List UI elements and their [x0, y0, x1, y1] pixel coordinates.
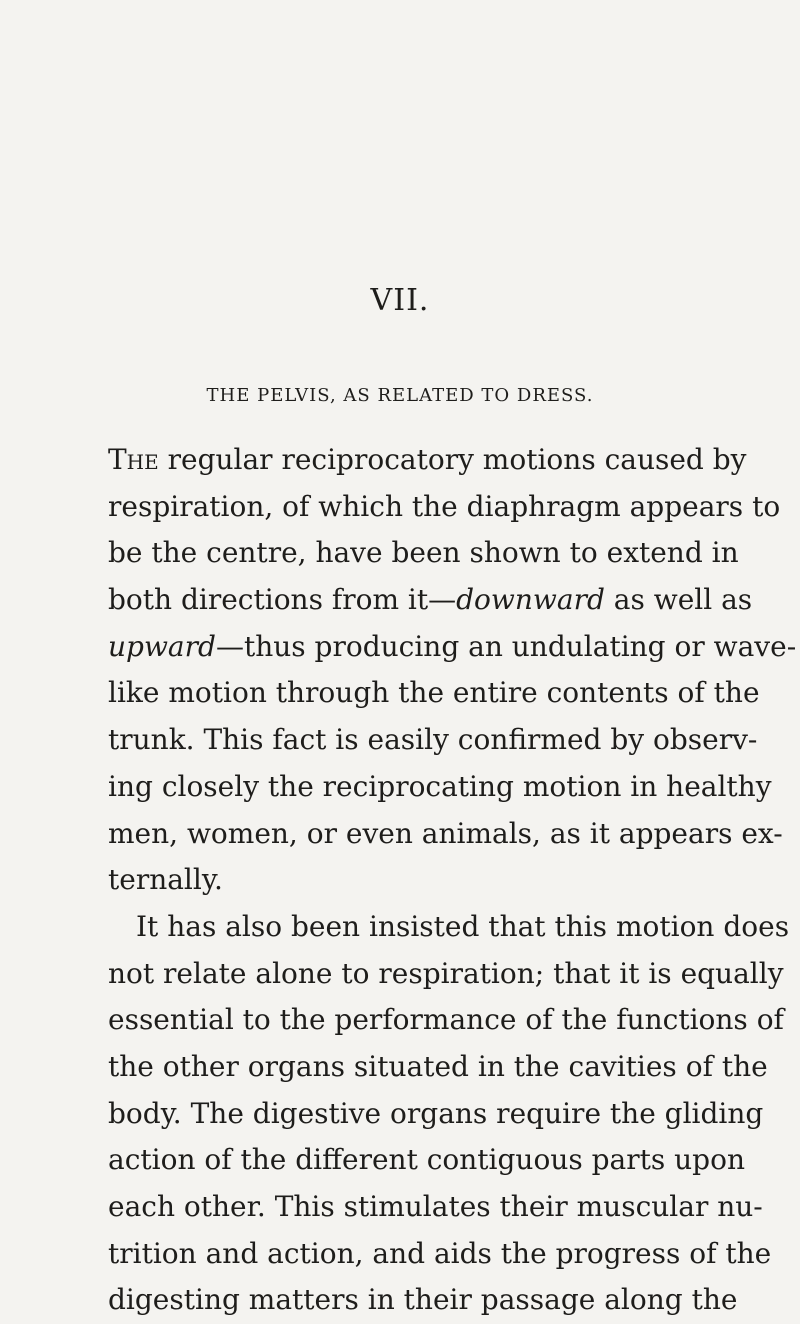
text-line: action of the different contiguous parts upon — [108, 1143, 745, 1177]
text-line: be the centre, have been shown to extend in — [108, 536, 739, 570]
line-text: as well as — [604, 583, 753, 617]
body-text — [108, 437, 797, 1324]
text-line: ing closely the reciprocating motion in healthy — [108, 769, 772, 803]
text-line: essential to the performance of the functions of — [108, 1003, 784, 1037]
chapter-number: VII. — [370, 283, 430, 318]
line-text: both directions from it— — [108, 583, 457, 617]
text-line: not relate alone to respiration; that it is equally — [108, 956, 784, 990]
text-line — [108, 624, 797, 671]
text-line: body. The digestive organs require the gliding — [108, 1096, 764, 1130]
text-line — [108, 437, 747, 484]
text-line: It has also been insisted that this motion does — [136, 909, 790, 943]
text-line: ternally. — [108, 863, 223, 897]
text-line: trunk. This fact is easily confirmed by observ- — [108, 723, 758, 757]
emphasis-text: downward — [456, 583, 605, 617]
paragraph-lead-word: The — [108, 443, 159, 476]
text-line: trition and action, and aids the progress of the — [108, 1236, 772, 1270]
text-line: digesting matters in their passage along the — [108, 1283, 738, 1317]
line-text: —thus producing an undulating or wave- — [215, 629, 797, 663]
chapter-title: THE PELVIS, AS RELATED TO DRESS. — [206, 385, 594, 406]
text-line: each other. This stimulates their muscular nu- — [108, 1190, 763, 1223]
text-line: the other organs situated in the cavities of the — [108, 1049, 768, 1083]
text-line: like motion through the entire contents of the — [108, 676, 760, 710]
text-line: respiration, of which the diaphragm appears to — [108, 489, 781, 523]
text-line — [108, 577, 753, 624]
text-line: men, women, or even animals, as it appears ex- — [108, 816, 783, 850]
emphasis-text: upward — [108, 629, 216, 663]
line-text: regular reciprocatory motions caused by — [158, 443, 747, 476]
